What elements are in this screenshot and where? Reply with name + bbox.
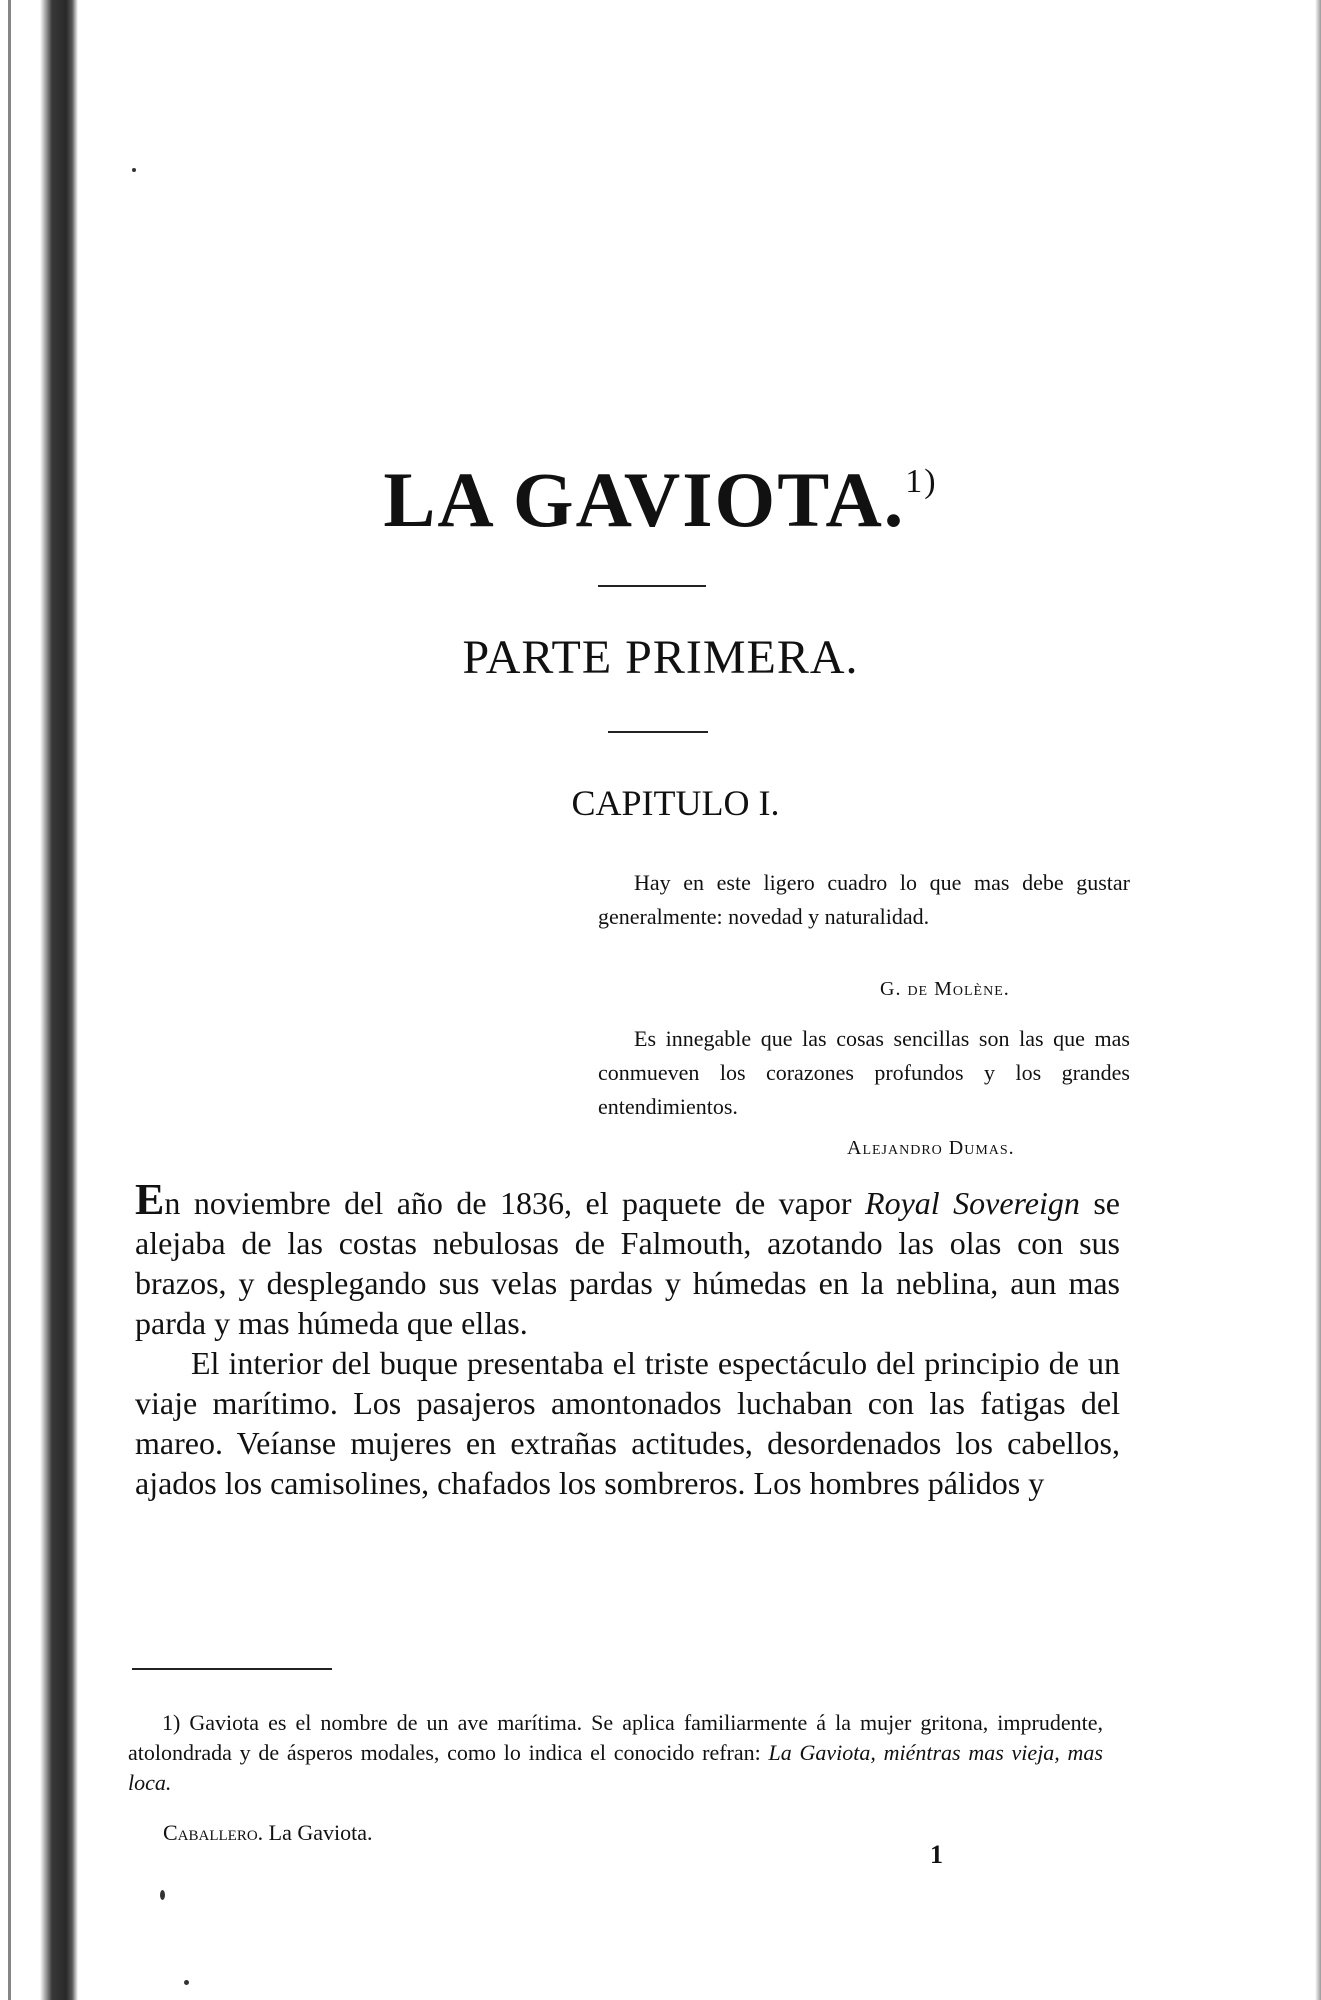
epigraph-1-author: G. de Molène.	[880, 978, 1010, 1000]
scan-speck	[184, 1980, 189, 1985]
title-rule	[598, 585, 706, 587]
epigraph-2-text: Es innegable que las cosas sencillas son las que mas conmueven los corazones profundos y los grandes entendimientos.	[598, 1026, 1130, 1119]
paragraph-2: El interior del buque presentaba el triste espectáculo del principio de un viaje marítimo. Los pasajeros amontonados luchaban con las fatigas del mareo. Veíanse mujeres en extrañas actitudes, desordenados los cabellos, ajados los camisolines, chafados los sombreros. Los hombres pálidos y	[135, 1345, 1120, 1501]
chapter-heading: CAPITULO I.	[571, 783, 780, 823]
footnote-proverb: La Gaviota, miéntras mas vieja, mas loca.	[128, 1740, 1103, 1795]
page-edge	[1315, 0, 1321, 2000]
footnote-text: 1) Gaviota es el nombre de un ave marítima. Se aplica familiarmente á la mujer gritona, imprudente, atolondrada y de ásperos modales, como lo indica el conocido refran: La Gaviota, miéntras mas vieja, mas loca.	[128, 1710, 1103, 1795]
epigraph-1	[598, 866, 1130, 934]
epigraph-1-text: Hay en este ligero cuadro lo que mas debe gustar generalmente: novedad y naturalidad.	[598, 870, 1130, 929]
footnote-rule	[132, 1668, 332, 1670]
footer-author: Caballero	[163, 1820, 258, 1845]
scan-speck	[132, 168, 136, 172]
drop-cap: E	[135, 1175, 165, 1224]
binding-shadow	[0, 0, 78, 2000]
ship-name: Royal Sovereign	[865, 1185, 1080, 1221]
book-title	[0, 455, 1321, 545]
part-rule	[608, 731, 708, 733]
part-heading: PARTE PRIMERA.	[462, 631, 859, 684]
body-text	[135, 1175, 1121, 1503]
paragraph-1: En noviembre del año de 1836, el paquete de vapor Royal Sovereign se alejaba de las costas nebulosas de Falmouth, azotando las olas con sus brazos, y desplegando sus velas pardas y húmedas en la neblina, aun mas parda y mas húmeda que ellas.	[135, 1175, 1121, 1341]
running-footer	[163, 1820, 373, 1846]
epigraph-2-author: Alejandro Dumas.	[847, 1137, 1015, 1159]
binding-edge	[8, 0, 11, 2000]
page-number: 1	[930, 1840, 943, 1869]
title-text: LA GAVIOTA.	[383, 456, 906, 543]
title-footnote-marker: 1)	[905, 463, 938, 500]
scan-speck	[160, 1890, 165, 1900]
footer-title: . La Gaviota.	[257, 1820, 373, 1845]
epigraph-2	[598, 1022, 1130, 1124]
footnote	[128, 1708, 1103, 1798]
